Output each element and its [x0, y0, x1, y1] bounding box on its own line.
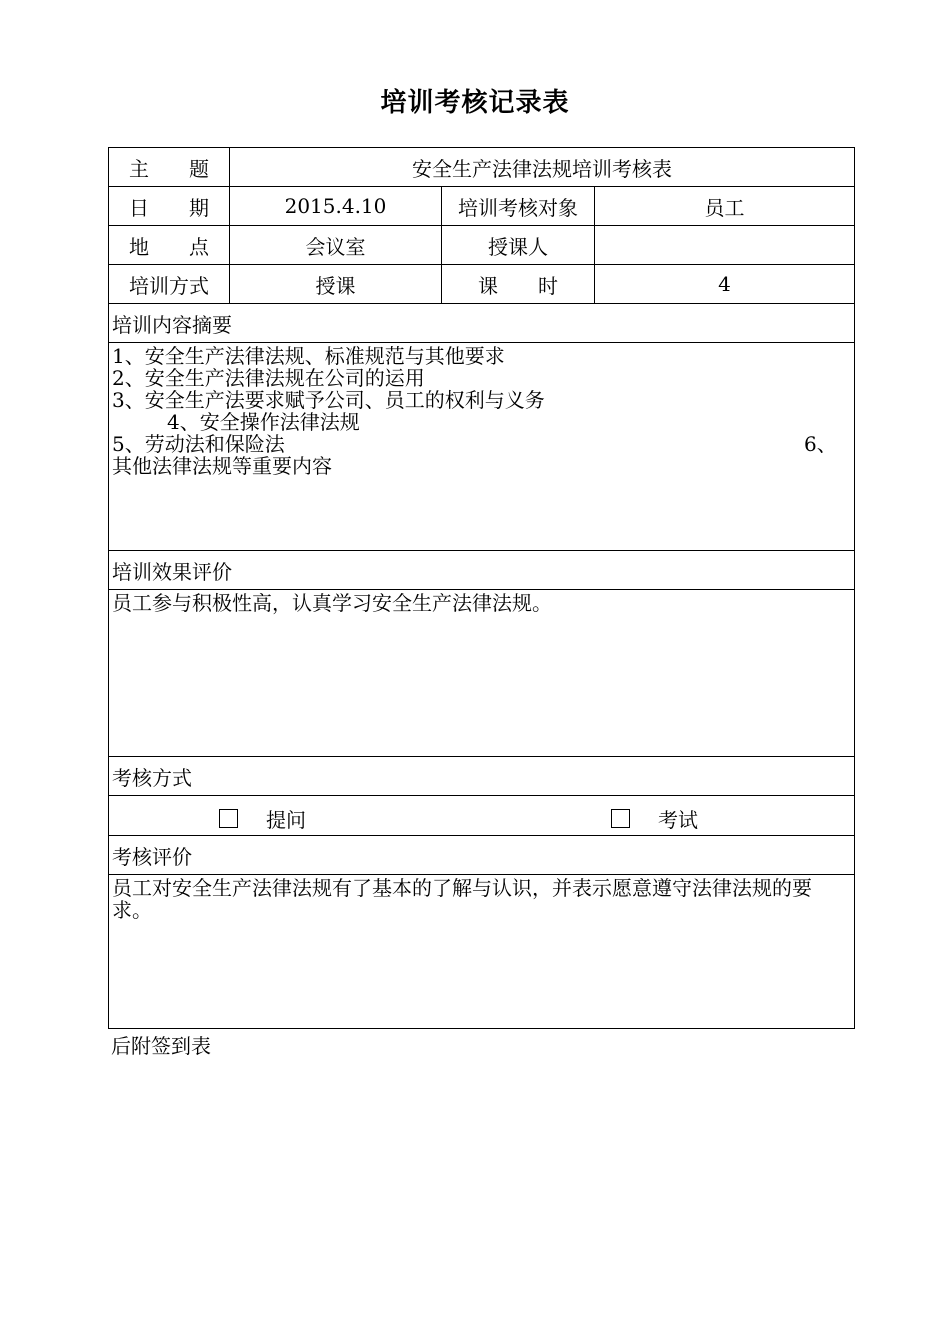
- date-label: 日 期: [109, 187, 230, 226]
- hours-label: 课 时: [442, 265, 595, 304]
- summary-line: 4、安全操作法律法规: [167, 410, 360, 434]
- lecturer-label: 授课人: [442, 226, 595, 265]
- training-record-table: [108, 147, 855, 1029]
- lecturer-value: [595, 226, 855, 265]
- summary-line: 其他法律法规等重要内容: [112, 454, 332, 478]
- target-value: 员工: [595, 187, 855, 226]
- place-value: 会议室: [230, 226, 442, 265]
- exam-option[interactable]: [611, 804, 698, 833]
- effect-row: [109, 590, 855, 757]
- assess-eval-row: [109, 875, 855, 1029]
- summary-line: 1、安全生产法律法规、标准规范与其他要求: [112, 344, 505, 368]
- footer-note: 后附签到表: [111, 1034, 211, 1058]
- place-row: [109, 226, 855, 265]
- assess-eval-value: 员工对安全生产法律法规有了基本的了解与认识，并表示愿意遵守法律法规的要求。: [109, 875, 855, 1029]
- assess-options: [109, 796, 855, 836]
- summary-line: 2、安全生产法律法规在公司的运用: [112, 366, 425, 390]
- question-label: 提问: [266, 808, 306, 832]
- summary-line: 3、安全生产法要求赋予公司、员工的权利与义务: [112, 388, 545, 412]
- target-label: 培训考核对象: [442, 187, 595, 226]
- summary-line: 5、劳动法和保险法: [112, 432, 285, 456]
- assess-eval-header-row: [109, 836, 855, 875]
- date-value: 2015.4.10: [230, 187, 442, 226]
- topic-value: 安全生产法律法规培训考核表: [230, 148, 855, 187]
- method-label: 培训方式: [109, 265, 230, 304]
- assess-options-row: [109, 796, 855, 836]
- hours-value: 4: [595, 265, 855, 304]
- page-title: 培训考核记录表: [380, 88, 570, 118]
- assess-eval-label: 考核评价: [109, 836, 855, 875]
- place-label: 地 点: [109, 226, 230, 265]
- question-checkbox[interactable]: [219, 809, 238, 828]
- summary-line-wrap: [112, 433, 850, 455]
- summary-line: 6、: [804, 432, 837, 456]
- effect-value: 员工参与积极性高，认真学习安全生产法律法规。: [109, 590, 855, 757]
- summary-label: 培训内容摘要: [109, 304, 855, 343]
- method-row: [109, 265, 855, 304]
- assess-method-header-row: [109, 757, 855, 796]
- effect-label: 培训效果评价: [109, 551, 855, 590]
- exam-label: 考试: [658, 808, 698, 832]
- topic-row: [109, 148, 855, 187]
- summary-content: [109, 343, 855, 551]
- summary-row: [109, 343, 855, 551]
- assess-method-label: 考核方式: [109, 757, 855, 796]
- summary-header-row: [109, 304, 855, 343]
- question-option[interactable]: [219, 804, 306, 833]
- topic-label: 主 题: [109, 148, 230, 187]
- exam-checkbox[interactable]: [611, 809, 630, 828]
- date-row: [109, 187, 855, 226]
- effect-header-row: [109, 551, 855, 590]
- method-value: 授课: [230, 265, 442, 304]
